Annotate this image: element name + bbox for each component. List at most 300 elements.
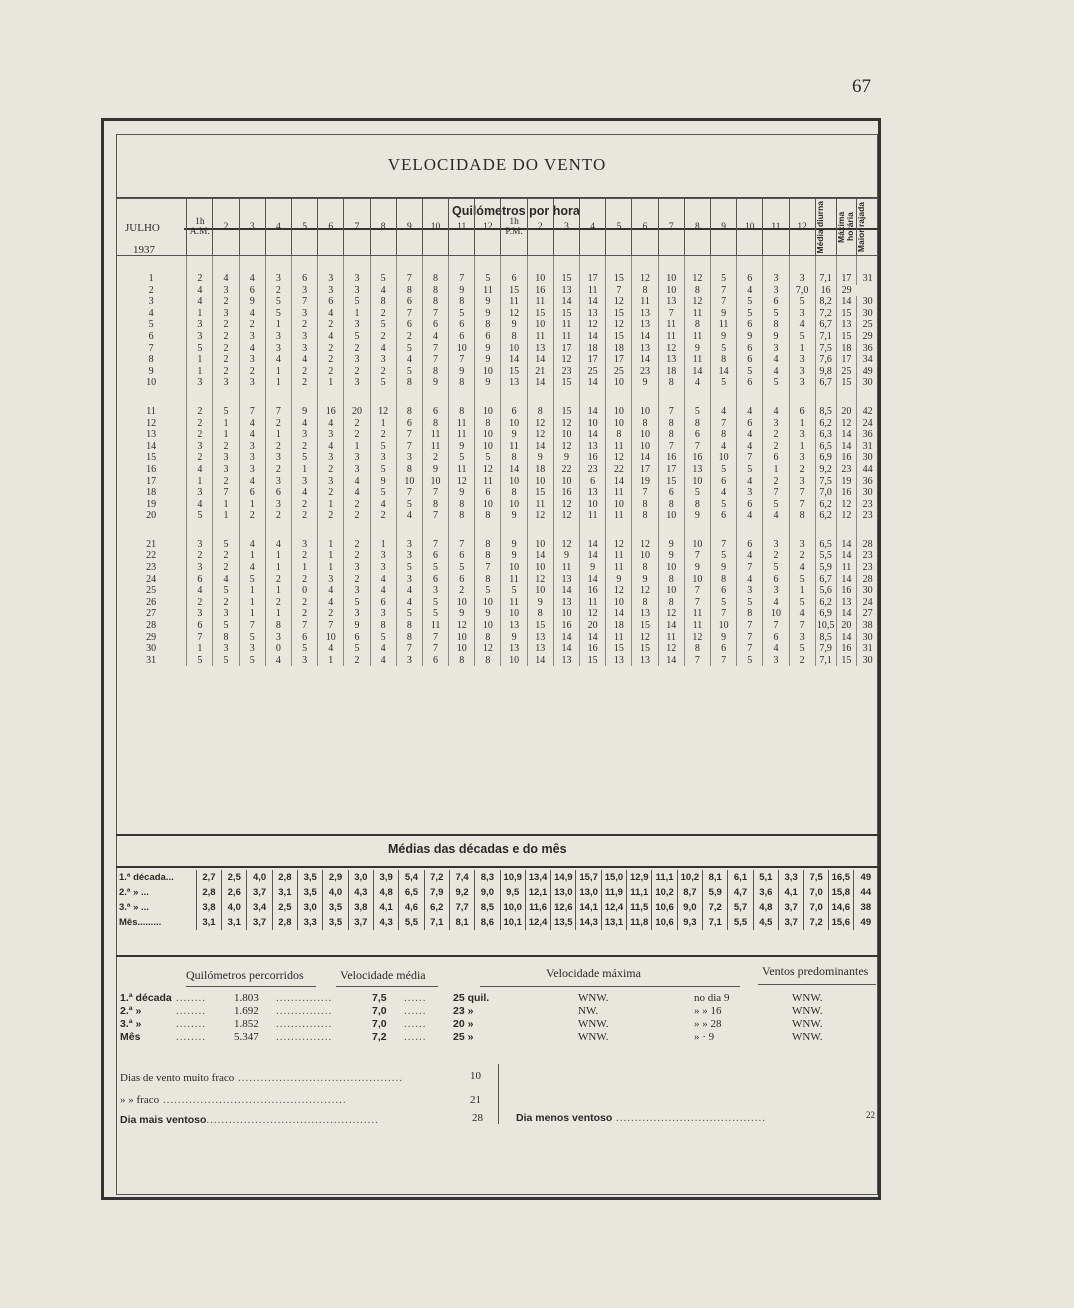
- value-cell: 3: [344, 608, 370, 620]
- value-cell: 7: [396, 273, 422, 285]
- hour-header: 5: [291, 199, 317, 256]
- value-cell: 9: [449, 285, 475, 297]
- value-cell: 14: [580, 429, 606, 441]
- value-cell: 10: [475, 499, 501, 511]
- value-cell: 4: [370, 343, 396, 355]
- fraco2-label: » » fraco: [120, 1094, 160, 1106]
- value-cell: 3: [370, 452, 396, 464]
- value-cell: 4: [737, 574, 763, 586]
- value-cell: 4: [318, 418, 344, 430]
- value-cell: 16: [553, 487, 579, 499]
- average-value: 4,1: [373, 900, 398, 915]
- value-cell: 13: [658, 354, 684, 366]
- average-value: 3,0: [348, 870, 373, 885]
- value-cell: 7: [632, 487, 658, 499]
- value-cell: 10: [606, 499, 632, 511]
- page-number: 67: [852, 76, 871, 97]
- value-cell: 4: [318, 597, 344, 609]
- value-cell: 12: [553, 354, 579, 366]
- value-cell: 6: [396, 418, 422, 430]
- value-cell: 12: [658, 643, 684, 655]
- day-cell: 12: [146, 417, 157, 429]
- average-value: 7,5: [804, 870, 829, 885]
- value-cell: 9: [475, 308, 501, 320]
- value-cell: 8: [475, 319, 501, 331]
- average-value: 44: [853, 885, 878, 900]
- dots: ........: [176, 1005, 206, 1017]
- footer-row-4: [516, 1112, 766, 1124]
- value-cell: 15: [836, 331, 857, 343]
- value-cell: 5: [187, 510, 213, 522]
- value-cell: 5: [187, 343, 213, 355]
- value-cell: 12: [449, 476, 475, 488]
- month-label: JULHO: [125, 222, 160, 234]
- hour-header: 2: [527, 199, 553, 256]
- predominant-value: WNW.: [792, 1018, 823, 1030]
- table-row: [116, 620, 878, 632]
- value-cell: 7: [684, 585, 710, 597]
- value-cell: 3: [239, 643, 265, 655]
- value-cell: 14: [501, 464, 527, 476]
- value-cell: 9: [501, 429, 527, 441]
- value-cell: 9: [449, 487, 475, 499]
- value-cell: 17: [836, 354, 857, 366]
- value-cell: 12: [606, 452, 632, 464]
- value-cell: 23: [857, 499, 878, 511]
- value-cell: 13: [553, 285, 579, 297]
- rule-ventos: [758, 984, 876, 985]
- value-cell: 14: [836, 429, 857, 441]
- value-cell: 7,1: [815, 655, 836, 667]
- table-row: [116, 464, 878, 476]
- value-cell: 3: [265, 476, 291, 488]
- value-cell: 6: [684, 429, 710, 441]
- value-cell: 10: [553, 429, 579, 441]
- value-cell: 10: [501, 418, 527, 430]
- value-cell: 11: [606, 487, 632, 499]
- value-cell: 2: [396, 331, 422, 343]
- value-cell: 12: [632, 585, 658, 597]
- value-cell: 3: [344, 452, 370, 464]
- value-cell: 2: [763, 429, 789, 441]
- value-cell: 11: [422, 620, 448, 632]
- day-cell: 14: [146, 440, 157, 452]
- value-cell: 3: [291, 655, 317, 667]
- value-cell: 11: [606, 441, 632, 453]
- value-cell: 10: [501, 562, 527, 574]
- value-cell: 8: [449, 406, 475, 418]
- ventos-heading: Ventos predominantes: [762, 964, 869, 978]
- value-cell: 8: [737, 608, 763, 620]
- value-cell: 3: [213, 452, 239, 464]
- value-cell: 6: [710, 643, 736, 655]
- value-cell: 28: [857, 539, 878, 551]
- value-cell: 2: [318, 608, 344, 620]
- value-cell: 10: [449, 343, 475, 355]
- average-value: 2,5: [222, 870, 247, 885]
- average-label: 1.ª década...: [119, 872, 174, 883]
- stat-header-text: Média diurna: [814, 200, 825, 254]
- dots: ......: [404, 992, 427, 1004]
- value-cell: 5: [789, 597, 815, 609]
- value-cell: 15: [553, 273, 579, 285]
- value-cell: 11: [501, 574, 527, 586]
- section-divider: [116, 834, 878, 836]
- value-cell: 2: [291, 574, 317, 586]
- average-value: 3,7: [247, 915, 272, 930]
- value-cell: 10: [475, 429, 501, 441]
- value-cell: 1: [265, 550, 291, 562]
- hour-header: 9: [710, 199, 736, 256]
- value-cell: 13: [836, 319, 857, 331]
- value-cell: 10: [606, 377, 632, 389]
- value-cell: 10: [553, 476, 579, 488]
- value-cell: 5: [370, 273, 396, 285]
- value-cell: 4: [396, 585, 422, 597]
- value-cell: 17: [658, 464, 684, 476]
- value-cell: 11: [684, 620, 710, 632]
- vm-value: 7,0: [372, 1005, 387, 1017]
- average-value: 5,9: [703, 885, 728, 900]
- value-cell: 15: [606, 331, 632, 343]
- value-cell: 9: [475, 377, 501, 389]
- value-cell: 6: [737, 319, 763, 331]
- average-value: 2,8: [272, 915, 297, 930]
- rule-km: [186, 986, 316, 987]
- value-cell: 1: [213, 429, 239, 441]
- value-cell: 8: [632, 562, 658, 574]
- rule-vm: [336, 986, 438, 987]
- value-cell: 8: [684, 285, 710, 297]
- value-cell: 10: [658, 510, 684, 522]
- value-cell: 6: [422, 574, 448, 586]
- average-value: 10,0: [500, 900, 525, 915]
- value-cell: 5: [684, 406, 710, 418]
- average-value: 7,1: [424, 915, 449, 930]
- value-cell: 9: [422, 464, 448, 476]
- value-cell: 6,3: [815, 429, 836, 441]
- value-cell: 2: [213, 331, 239, 343]
- value-cell: 16: [580, 643, 606, 655]
- value-cell: 16: [527, 285, 553, 297]
- value-cell: 4: [710, 441, 736, 453]
- value-cell: 4: [213, 273, 239, 285]
- value-cell: 30: [857, 632, 878, 644]
- value-cell: 14: [580, 406, 606, 418]
- value-cell: 8: [658, 574, 684, 586]
- value-cell: 5: [475, 585, 501, 597]
- vm-value: 7,2: [372, 1031, 387, 1043]
- value-cell: 3: [396, 574, 422, 586]
- average-label: 3.ª » ...: [119, 902, 149, 913]
- value-cell: 4: [291, 487, 317, 499]
- value-cell: 1: [239, 550, 265, 562]
- day-cell: 3: [148, 296, 154, 308]
- value-cell: 3: [213, 285, 239, 297]
- value-cell: 9: [710, 308, 736, 320]
- value-cell: 10: [606, 597, 632, 609]
- value-cell: 8: [684, 418, 710, 430]
- value-cell: 10: [318, 632, 344, 644]
- value-cell: 3: [737, 585, 763, 597]
- value-cell: 10: [684, 476, 710, 488]
- value-cell: 9: [527, 452, 553, 464]
- summary-label: 2.ª »: [120, 1005, 142, 1017]
- value-cell: 3: [291, 308, 317, 320]
- value-cell: 8: [763, 319, 789, 331]
- stat-header-text: Máxima horária: [835, 211, 855, 243]
- value-cell: 12: [553, 539, 579, 551]
- value-cell: 4: [213, 574, 239, 586]
- average-value: 3,9: [373, 870, 398, 885]
- value-cell: 8: [632, 510, 658, 522]
- average-value: 14,1: [576, 900, 601, 915]
- value-cell: 5: [213, 406, 239, 418]
- value-cell: 21: [527, 366, 553, 378]
- average-value: 3,3: [778, 870, 803, 885]
- value-cell: 4: [789, 562, 815, 574]
- value-cell: 49: [857, 366, 878, 378]
- value-cell: 9: [501, 632, 527, 644]
- value-cell: 5: [710, 377, 736, 389]
- value-cell: 7: [737, 452, 763, 464]
- value-cell: 7: [789, 499, 815, 511]
- value-cell: 30: [857, 308, 878, 320]
- value-cell: 13: [632, 308, 658, 320]
- average-value: 5,1: [753, 870, 778, 885]
- value-cell: 9: [449, 366, 475, 378]
- dots: ............................................: [234, 1072, 403, 1084]
- value-cell: 2: [344, 574, 370, 586]
- value-cell: 4: [265, 354, 291, 366]
- table-row: [116, 308, 878, 320]
- km-value: 1.803: [234, 992, 259, 1004]
- value-cell: 2: [265, 285, 291, 297]
- value-cell: 8: [501, 331, 527, 343]
- value-cell: 14: [580, 550, 606, 562]
- value-cell: 11: [422, 441, 448, 453]
- hour-header: 11: [449, 199, 475, 256]
- table-row: [116, 499, 878, 511]
- value-cell: 12: [449, 620, 475, 632]
- km-heading: Quilómetros percorridos: [186, 968, 304, 982]
- value-cell: 20: [836, 406, 857, 418]
- value-cell: 7: [606, 285, 632, 297]
- value-cell: 3: [318, 429, 344, 441]
- value-cell: 5: [684, 487, 710, 499]
- value-cell: 15: [553, 377, 579, 389]
- value-cell: 6: [501, 273, 527, 285]
- value-cell: 27: [857, 608, 878, 620]
- value-cell: 3: [396, 539, 422, 551]
- value-cell: 8: [684, 643, 710, 655]
- average-value: 10,9: [500, 870, 525, 885]
- value-cell: 13: [501, 643, 527, 655]
- value-cell: 5: [763, 499, 789, 511]
- day-cell: 24: [146, 573, 157, 585]
- value-cell: 5,6: [815, 585, 836, 597]
- value-cell: 12: [684, 632, 710, 644]
- value-cell: 12: [606, 585, 632, 597]
- value-cell: 9: [527, 597, 553, 609]
- value-cell: 9: [370, 476, 396, 488]
- value-cell: 11: [449, 464, 475, 476]
- value-cell: 22: [553, 464, 579, 476]
- table-row: [116, 655, 878, 667]
- value-cell: 5: [710, 343, 736, 355]
- value-cell: 4: [344, 487, 370, 499]
- value-cell: 14: [606, 476, 632, 488]
- value-cell: 8: [658, 429, 684, 441]
- value-cell: 3: [187, 377, 213, 389]
- value-cell: 15: [501, 285, 527, 297]
- value-cell: 20: [836, 620, 857, 632]
- value-cell: 2: [239, 319, 265, 331]
- table-row: [116, 319, 878, 331]
- value-cell: 8: [684, 499, 710, 511]
- value-cell: 15: [836, 377, 857, 389]
- dots: ..............................................: [206, 1114, 379, 1126]
- value-cell: 18: [658, 366, 684, 378]
- value-cell: 12: [475, 643, 501, 655]
- average-value: 14,3: [576, 915, 601, 930]
- averages-rule: [116, 866, 878, 868]
- value-cell: 9: [475, 343, 501, 355]
- value-cell: 11: [580, 510, 606, 522]
- value-cell: 8: [501, 452, 527, 464]
- value-cell: 12: [658, 343, 684, 355]
- value-cell: 11: [684, 354, 710, 366]
- value-cell: 15: [658, 476, 684, 488]
- value-cell: 12: [836, 510, 857, 522]
- value-cell: 9: [501, 510, 527, 522]
- value-cell: 11: [684, 331, 710, 343]
- value-cell: 1: [318, 550, 344, 562]
- value-cell: 13: [684, 464, 710, 476]
- value-cell: 4: [737, 285, 763, 297]
- value-cell: 5: [737, 597, 763, 609]
- value-cell: 1: [789, 418, 815, 430]
- value-cell: 3: [265, 632, 291, 644]
- value-cell: 3: [344, 285, 370, 297]
- value-cell: 4: [396, 597, 422, 609]
- value-cell: 5: [737, 464, 763, 476]
- value-cell: 8: [396, 464, 422, 476]
- value-cell: 0: [265, 643, 291, 655]
- hour-header: 6: [318, 199, 344, 256]
- average-value: 13,1: [601, 915, 626, 930]
- value-cell: 7: [422, 539, 448, 551]
- value-cell: 3: [187, 539, 213, 551]
- table-row: [116, 273, 878, 285]
- value-cell: 14: [836, 296, 857, 308]
- value-cell: 30: [857, 377, 878, 389]
- average-value: 6,1: [728, 870, 753, 885]
- value-cell: 3: [187, 487, 213, 499]
- value-cell: 2: [187, 418, 213, 430]
- vmax-value: 23 »: [453, 1005, 474, 1017]
- value-cell: 4: [370, 585, 396, 597]
- value-cell: 14: [501, 354, 527, 366]
- value-cell: 15: [527, 487, 553, 499]
- value-cell: 10: [632, 429, 658, 441]
- value-cell: 1: [213, 499, 239, 511]
- average-value: 8,1: [449, 915, 474, 930]
- value-cell: 11: [606, 550, 632, 562]
- value-cell: 8: [658, 499, 684, 511]
- table-row: [116, 331, 878, 343]
- value-cell: 12: [684, 296, 710, 308]
- value-cell: 4: [422, 331, 448, 343]
- value-cell: 13: [632, 608, 658, 620]
- value-cell: 13: [632, 655, 658, 667]
- value-cell: 16: [836, 585, 857, 597]
- value-cell: 8: [449, 499, 475, 511]
- value-cell: 5: [370, 377, 396, 389]
- value-cell: 3: [789, 632, 815, 644]
- value-cell: 29: [836, 285, 857, 297]
- value-cell: 6: [737, 273, 763, 285]
- value-cell: 7: [449, 354, 475, 366]
- value-cell: 8: [658, 418, 684, 430]
- value-cell: 22: [606, 464, 632, 476]
- value-cell: 12: [527, 429, 553, 441]
- value-cell: 2: [291, 319, 317, 331]
- value-cell: 2: [344, 655, 370, 667]
- value-cell: 11: [501, 597, 527, 609]
- vmax-value: 20 »: [453, 1018, 474, 1030]
- average-value: 10,1: [500, 915, 525, 930]
- value-cell: 7: [684, 550, 710, 562]
- value-cell: 13: [527, 632, 553, 644]
- value-cell: 11: [580, 285, 606, 297]
- value-cell: 2: [187, 452, 213, 464]
- value-cell: 12: [606, 539, 632, 551]
- value-cell: 3: [344, 377, 370, 389]
- value-cell: 11: [684, 308, 710, 320]
- average-value: 4,0: [323, 885, 348, 900]
- value-cell: 7: [265, 406, 291, 418]
- value-cell: 4: [344, 476, 370, 488]
- value-cell: 8: [527, 608, 553, 620]
- value-cell: 11: [606, 632, 632, 644]
- average-value: 2,8: [272, 870, 297, 885]
- value-cell: 2: [344, 418, 370, 430]
- value-cell: 4: [737, 476, 763, 488]
- value-cell: 10: [501, 655, 527, 667]
- value-cell: 11: [658, 632, 684, 644]
- value-cell: 3: [239, 452, 265, 464]
- value-cell: 9: [632, 377, 658, 389]
- value-cell: 3: [187, 319, 213, 331]
- value-cell: 2: [763, 550, 789, 562]
- value-cell: 14: [527, 354, 553, 366]
- value-cell: 11: [527, 499, 553, 511]
- value-cell: 2: [291, 510, 317, 522]
- value-cell: 15: [632, 643, 658, 655]
- value-cell: 3: [291, 285, 317, 297]
- value-cell: 7: [710, 418, 736, 430]
- value-cell: 9: [475, 608, 501, 620]
- value-cell: 8: [449, 377, 475, 389]
- value-cell: 4: [239, 273, 265, 285]
- value-cell: 9: [606, 574, 632, 586]
- value-cell: 3: [239, 464, 265, 476]
- value-cell: 7: [239, 406, 265, 418]
- day-cell: 28: [146, 620, 157, 632]
- day-cell: 31: [146, 654, 157, 666]
- value-cell: 14: [580, 331, 606, 343]
